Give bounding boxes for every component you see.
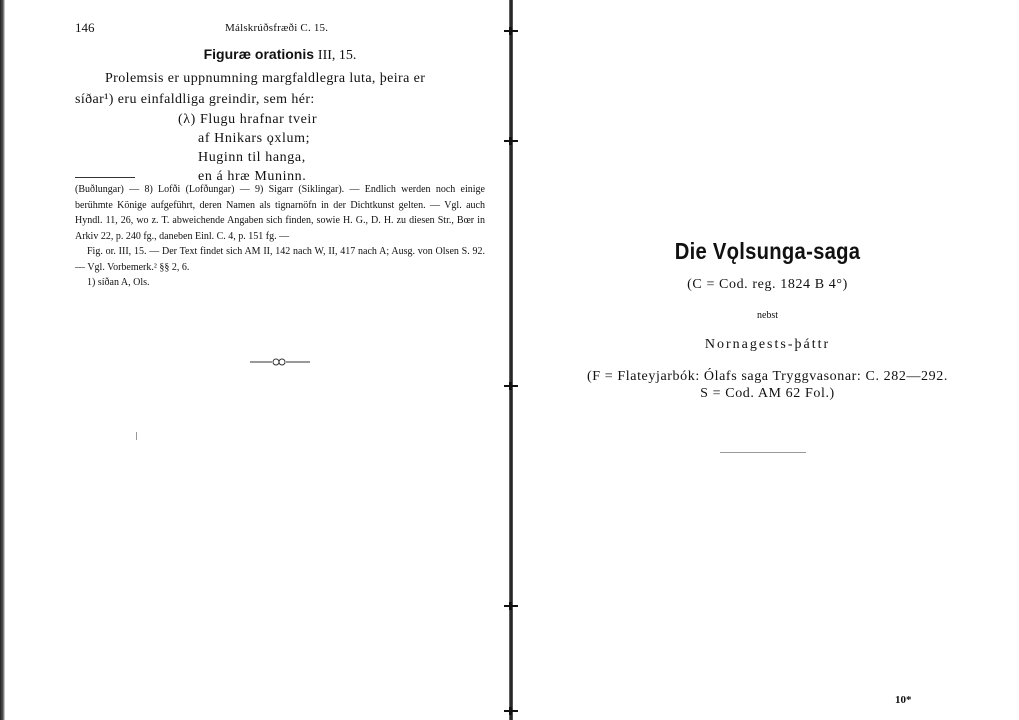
right-page <box>520 0 1015 720</box>
left-page <box>10 0 505 720</box>
book-gutter <box>509 0 513 720</box>
signature-mark: 10* <box>895 694 912 706</box>
footnotes <box>75 182 485 291</box>
title-rule <box>720 452 806 453</box>
source-line: S = Cod. AM 62 Fol.) <box>700 386 835 401</box>
page-number: 146 <box>75 20 95 35</box>
book-title: Die Vǫlsunga-saga <box>674 238 861 264</box>
binding-mark <box>504 605 518 607</box>
section-heading <box>75 46 485 64</box>
section-heading-number: III, 15. <box>317 48 357 63</box>
binding-mark <box>504 710 518 712</box>
source-line: (F = Flateyjarbók: Ólafs saga Tryggvasonar: C. 282—292. <box>587 369 948 384</box>
source-note <box>520 368 1015 402</box>
paper-speck <box>136 432 137 440</box>
section-heading-title: Figuræ orationis <box>203 46 315 62</box>
note-paragraph: Fig. or. III, 15. — Der Text findet sich AM II, 142 nach W, II, 417 nach A; Ausg. von Olsen S. 92. — Vgl. Vorbemerk.² §§ 2, 6. <box>75 246 485 273</box>
running-head: Málskrúðsfræði C. 15. <box>225 22 329 34</box>
verse-line: (λ) Flugu hrafnar tveir <box>178 112 318 127</box>
verse-line: en á hræ Muninn. <box>198 169 307 184</box>
body-paragraph <box>75 68 485 110</box>
title-subtitle: (C = Cod. reg. 1824 B 4°) <box>687 277 848 292</box>
binding-mark <box>504 385 518 387</box>
ornament-divider <box>250 357 310 367</box>
footnote-rule <box>75 177 135 178</box>
binding-mark <box>504 140 518 142</box>
secondary-title: Nornagests-þáttr <box>704 337 831 352</box>
verse-line: Huginn til hanga, <box>198 150 306 165</box>
footnote: 1) síðan A, Ols. <box>87 277 150 288</box>
verse-block <box>178 110 317 186</box>
conjunction-text: nebst <box>756 310 779 321</box>
verse-line: af Hnikars ǫxlum; <box>198 131 311 146</box>
book-left-edge <box>0 0 5 720</box>
binding-mark <box>504 30 518 32</box>
paragraph-line: síðar¹) eru einfaldliga greindir, sem hér: <box>75 92 315 107</box>
page-header <box>75 20 485 40</box>
note-paragraph: (Buðlungar) — 8) Lofði (Lofðungar) — 9) Sigarr (Siklingar). — Endlich werden noch einige berühmte Könige aufgeführt, deren Namen als tignarnöfn in der Dichtkunst gelten. — Vgl. auch Hyndl. 11, 26, wo z. T. abweichende Angaben sich finden, sowie H. G., D. H. zu diesen Str., Bœr in Arkiv 22, p. 240 fg., daneben Einl. C. 4, p. 151 fg. — <box>75 184 485 242</box>
paragraph-line: Prolemsis er uppnumning margfaldlegra luta, þeira er <box>105 71 426 86</box>
